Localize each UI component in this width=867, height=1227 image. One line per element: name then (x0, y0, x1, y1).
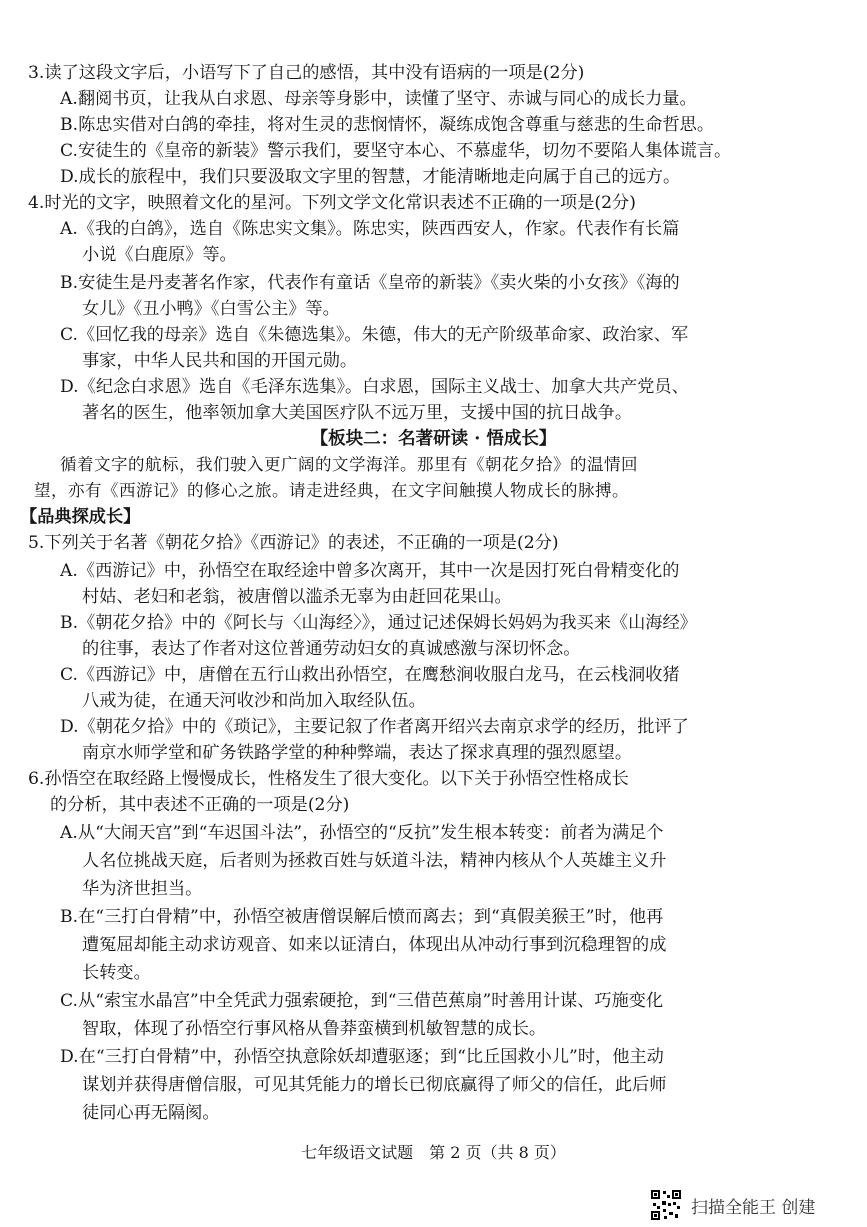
question-3-option-a: A.翻阅书页，让我从白求恩、母亲等身影中，读懂了坚守、赤诚与同心的成长力量。 (60, 89, 697, 109)
section-title: 【板块二：名著研读 · 悟成长】 (310, 429, 557, 449)
question-4-option-b: B.安徒生是丹麦著名作家，代表作有童话《皇帝的新装》《卖火柴的小女孩》《海的 (60, 273, 680, 293)
question-6-option-d-cont-1: 谋划并获得唐僧信服，可见其凭能力的增长已彻底赢得了师父的信任，此后师 (82, 1075, 667, 1095)
question-4-option-c-cont: 事家，中华人民共和国的开国元勋。 (82, 351, 358, 371)
question-6-option-b-cont-1: 遭冤屈却能主动求访观音、如来以证清白，体现出从冲动行事到沉稳理智的成 (82, 935, 667, 955)
question-4-option-c: C.《回忆我的母亲》选自《朱德选集》。朱德，伟大的无产阶级革命家、政治家、军 (60, 325, 689, 345)
question-4-stem: 4.时光的文字，映照着文化的星河。下列文学文化常识表述不正确的一项是(2分) (28, 193, 636, 213)
question-6-option-d: D.在“三打白骨精”中，孙悟空执意除妖却遭驱逐；到“比丘国救小儿”时，他主动 (60, 1047, 664, 1067)
question-6-option-b-cont-2: 长转变。 (82, 963, 151, 983)
question-5-stem: 5.下列关于名著《朝花夕拾》《西游记》的表述，不正确的一项是(2分) (28, 533, 559, 553)
question-4-option-d-cont: 著名的医生，他率领加拿大美国医疗队不远万里，支援中国的抗日战争。 (82, 403, 633, 423)
question-5-option-b: B.《朝花夕拾》中的《阿长与〈山海经〉》，通过记述保姆长妈妈为我买来《山海经》 (60, 613, 697, 633)
question-5-option-a: A.《西游记》中，孙悟空在取经途中曾多次离开，其中一次是因打死白骨精变化的 (60, 561, 680, 581)
question-4-option-a-cont: 小说《白鹿原》等。 (82, 245, 237, 265)
section-intro-line-2: 望，亦有《西游记》的修心之旅。请走进经典，在文字间触摸人物成长的脉搏。 (34, 481, 629, 500)
question-4-option-a: A.《我的白鸽》，选自《陈忠实文集》。陈忠实，陕西西安人，作家。代表作有长篇 (60, 219, 680, 239)
question-3-option-c: C.安徒生的《皇帝的新装》警示我们，要坚守本心、不慕虚华，切勿不要陷人集体谎言。 (60, 141, 732, 161)
question-5-option-b-cont: 的往事，表达了作者对这位普通劳动妇女的真诚感激与深切怀念。 (82, 639, 581, 659)
question-6-option-c-cont: 智取，体现了孙悟空行事风格从鲁莽蛮横到机敏智慧的成长。 (82, 1019, 547, 1039)
question-6-stem: 6.孙悟空在取经路上慢慢成长，性格发生了很大变化。以下关于孙悟空性格成长 (28, 769, 629, 789)
question-5-option-a-cont: 村姑、老妇和老翁，被唐僧以滥杀无辜为由赶回花果山。 (82, 587, 512, 607)
question-6-option-b: B.在“三打白骨精”中，孙悟空被唐僧误解后愤而离去；到“真假美猴王”时，他再 (60, 907, 664, 927)
question-6-stem-cont: 的分析，其中表述不正确的一项是(2分) (50, 795, 350, 815)
question-3-option-d: D.成长的旅程中，我们只要汲取文字里的智慧，才能清晰地走向属于自己的远方。 (60, 167, 681, 187)
question-5-option-d-cont: 南京水师学堂和矿务铁路学堂的种种弊端，表达了探求真理的强烈愿望。 (82, 743, 633, 763)
question-5-option-c: C.《西游记》中，唐僧在五行山救出孙悟空，在鹰愁涧收服白龙马，在云栈洞收猪 (60, 665, 680, 685)
subheading: 【品典探成长】 (20, 507, 141, 527)
question-6-option-d-cont-2: 徒同心再无隔阂。 (82, 1103, 220, 1123)
watermark-text: 扫描全能王 创建 (691, 1197, 816, 1218)
question-5-option-d: D.《朝花夕拾》中的《琐记》，主要记叙了作者离开绍兴去南京求学的经历，批评了 (60, 717, 689, 737)
question-6-option-c: C.从“索宝水晶宫”中全凭武力强索硬抢，到“三借芭蕉扇”时善用计谋、巧施变化 (60, 991, 664, 1011)
question-6-option-a: A.从“大闹天宫”到“车迟国斗法”，孙悟空的“反抗”发生根本转变：前者为满足个 (60, 823, 664, 843)
question-4-option-b-cont: 女儿》《丑小鸭》《白雪公主》等。 (82, 299, 340, 319)
question-4-option-d: D.《纪念白求恩》选自《毛泽东选集》。白求恩，国际主义战士、加拿大共产党员、 (60, 377, 689, 397)
qr-code-icon (651, 1190, 681, 1220)
section-intro-line-1: 循着文字的航标，我们驶入更广阔的文学海洋。那里有《朝花夕拾》的温情回 (60, 455, 638, 474)
question-6-option-a-cont-1: 人名位挑战天庭，后者则为拯救百姓与妖道斗法，精神内核从个人英雄主义升 (82, 851, 667, 871)
question-3-stem: 3.读了这段文字后，小语写下了自己的感悟，其中没有语病的一项是(2分) (28, 63, 585, 83)
page-footer: 七年级语文试题 第 2 页（共 8 页） (301, 1143, 566, 1162)
question-3-option-b: B.陈忠实借对白鸽的牵挂，将对生灵的悲悯情怀，凝练成饱含尊重与慈悲的生命哲思。 (60, 115, 715, 135)
question-5-option-c-cont: 八戒为徒，在通天河收沙和尚加入取经队伍。 (82, 691, 426, 711)
scanner-watermark (651, 1190, 815, 1220)
question-6-option-a-cont-2: 华为济世担当。 (82, 879, 203, 899)
